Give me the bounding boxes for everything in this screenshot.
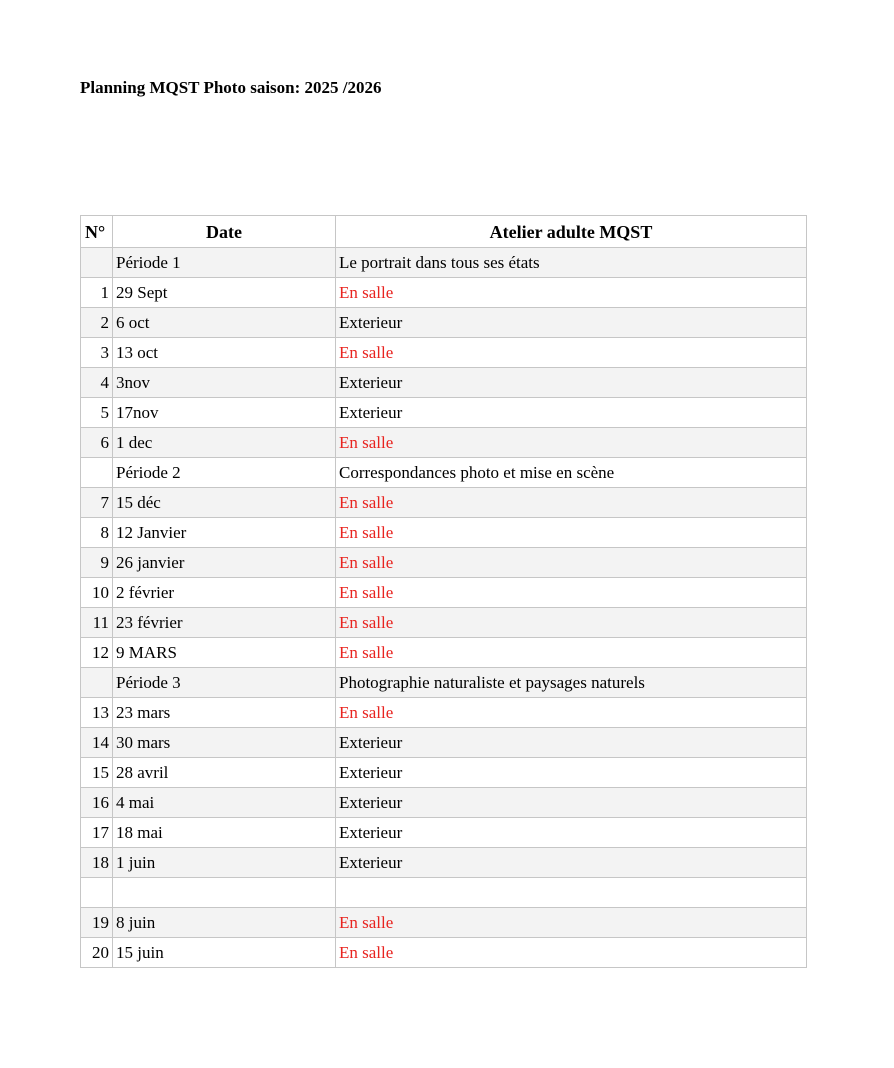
session-number: 9 [81, 548, 113, 578]
period-row [81, 458, 807, 488]
session-date: 9 MARS [113, 638, 336, 668]
session-number: 10 [81, 578, 113, 608]
table-header-row [81, 216, 807, 248]
session-number: 6 [81, 428, 113, 458]
header-num: N° [81, 216, 113, 248]
session-activity: En salle [336, 908, 807, 938]
session-number: 2 [81, 308, 113, 338]
table-row [81, 638, 807, 668]
session-date: 12 Janvier [113, 518, 336, 548]
session-activity: En salle [336, 608, 807, 638]
session-date: 23 février [113, 608, 336, 638]
session-number: 11 [81, 608, 113, 638]
table-row [81, 938, 807, 968]
session-activity [336, 878, 807, 908]
table-row [81, 338, 807, 368]
period-label: Période 3 [113, 668, 336, 698]
session-activity: En salle [336, 488, 807, 518]
table-row [81, 908, 807, 938]
session-activity: En salle [336, 638, 807, 668]
table-row [81, 698, 807, 728]
session-activity: En salle [336, 578, 807, 608]
session-date: 8 juin [113, 908, 336, 938]
session-date: 18 mai [113, 818, 336, 848]
table-row [81, 308, 807, 338]
table-row [81, 368, 807, 398]
period-label: Période 1 [113, 248, 336, 278]
period-theme: Le portrait dans tous ses états [336, 248, 807, 278]
session-date: 1 dec [113, 428, 336, 458]
session-activity: Exterieur [336, 368, 807, 398]
session-date: 15 déc [113, 488, 336, 518]
session-number: 8 [81, 518, 113, 548]
session-activity: En salle [336, 338, 807, 368]
table-row [81, 578, 807, 608]
session-number: 12 [81, 638, 113, 668]
page-title: Planning MQST Photo saison: 2025 /2026 [80, 78, 382, 97]
session-activity: Exterieur [336, 728, 807, 758]
session-date: 26 janvier [113, 548, 336, 578]
session-date: 30 mars [113, 728, 336, 758]
session-number: 14 [81, 728, 113, 758]
session-activity: Exterieur [336, 758, 807, 788]
session-number: 7 [81, 488, 113, 518]
session-activity: En salle [336, 548, 807, 578]
session-number: 19 [81, 908, 113, 938]
session-date: 17nov [113, 398, 336, 428]
session-activity: Exterieur [336, 848, 807, 878]
session-date: 13 oct [113, 338, 336, 368]
session-number [81, 248, 113, 278]
session-number: 4 [81, 368, 113, 398]
table-row [81, 848, 807, 878]
session-activity: En salle [336, 938, 807, 968]
table-row [81, 728, 807, 758]
session-number: 15 [81, 758, 113, 788]
session-date: 3nov [113, 368, 336, 398]
session-number [81, 458, 113, 488]
session-number: 3 [81, 338, 113, 368]
session-date: 15 juin [113, 938, 336, 968]
session-number [81, 878, 113, 908]
table-row [81, 278, 807, 308]
session-number: 17 [81, 818, 113, 848]
session-date: 1 juin [113, 848, 336, 878]
table-row [81, 428, 807, 458]
header-date: Date [113, 216, 336, 248]
period-theme: Photographie naturaliste et paysages naturels [336, 668, 807, 698]
session-number: 16 [81, 788, 113, 818]
session-date [113, 878, 336, 908]
session-date: 2 février [113, 578, 336, 608]
table-row [81, 548, 807, 578]
empty-row [81, 878, 807, 908]
session-number: 20 [81, 938, 113, 968]
session-activity: En salle [336, 278, 807, 308]
session-date: 29 Sept [113, 278, 336, 308]
session-activity: Exterieur [336, 308, 807, 338]
table-row [81, 818, 807, 848]
session-date: 6 oct [113, 308, 336, 338]
session-date: 4 mai [113, 788, 336, 818]
table-row [81, 488, 807, 518]
table-row [81, 788, 807, 818]
period-label: Période 2 [113, 458, 336, 488]
session-activity: Exterieur [336, 788, 807, 818]
session-date: 28 avril [113, 758, 336, 788]
session-activity: Exterieur [336, 398, 807, 428]
session-activity: En salle [336, 518, 807, 548]
header-activity: Atelier adulte MQST [336, 216, 807, 248]
table-row [81, 608, 807, 638]
session-number: 5 [81, 398, 113, 428]
period-row [81, 668, 807, 698]
session-activity: En salle [336, 698, 807, 728]
session-activity: Exterieur [336, 818, 807, 848]
planning-table [80, 215, 807, 968]
period-theme: Correspondances photo et mise en scène [336, 458, 807, 488]
table-row [81, 758, 807, 788]
session-number: 18 [81, 848, 113, 878]
table-row [81, 518, 807, 548]
session-number: 1 [81, 278, 113, 308]
session-number [81, 668, 113, 698]
session-date: 23 mars [113, 698, 336, 728]
session-activity: En salle [336, 428, 807, 458]
table-row [81, 398, 807, 428]
period-row [81, 248, 807, 278]
session-number: 13 [81, 698, 113, 728]
